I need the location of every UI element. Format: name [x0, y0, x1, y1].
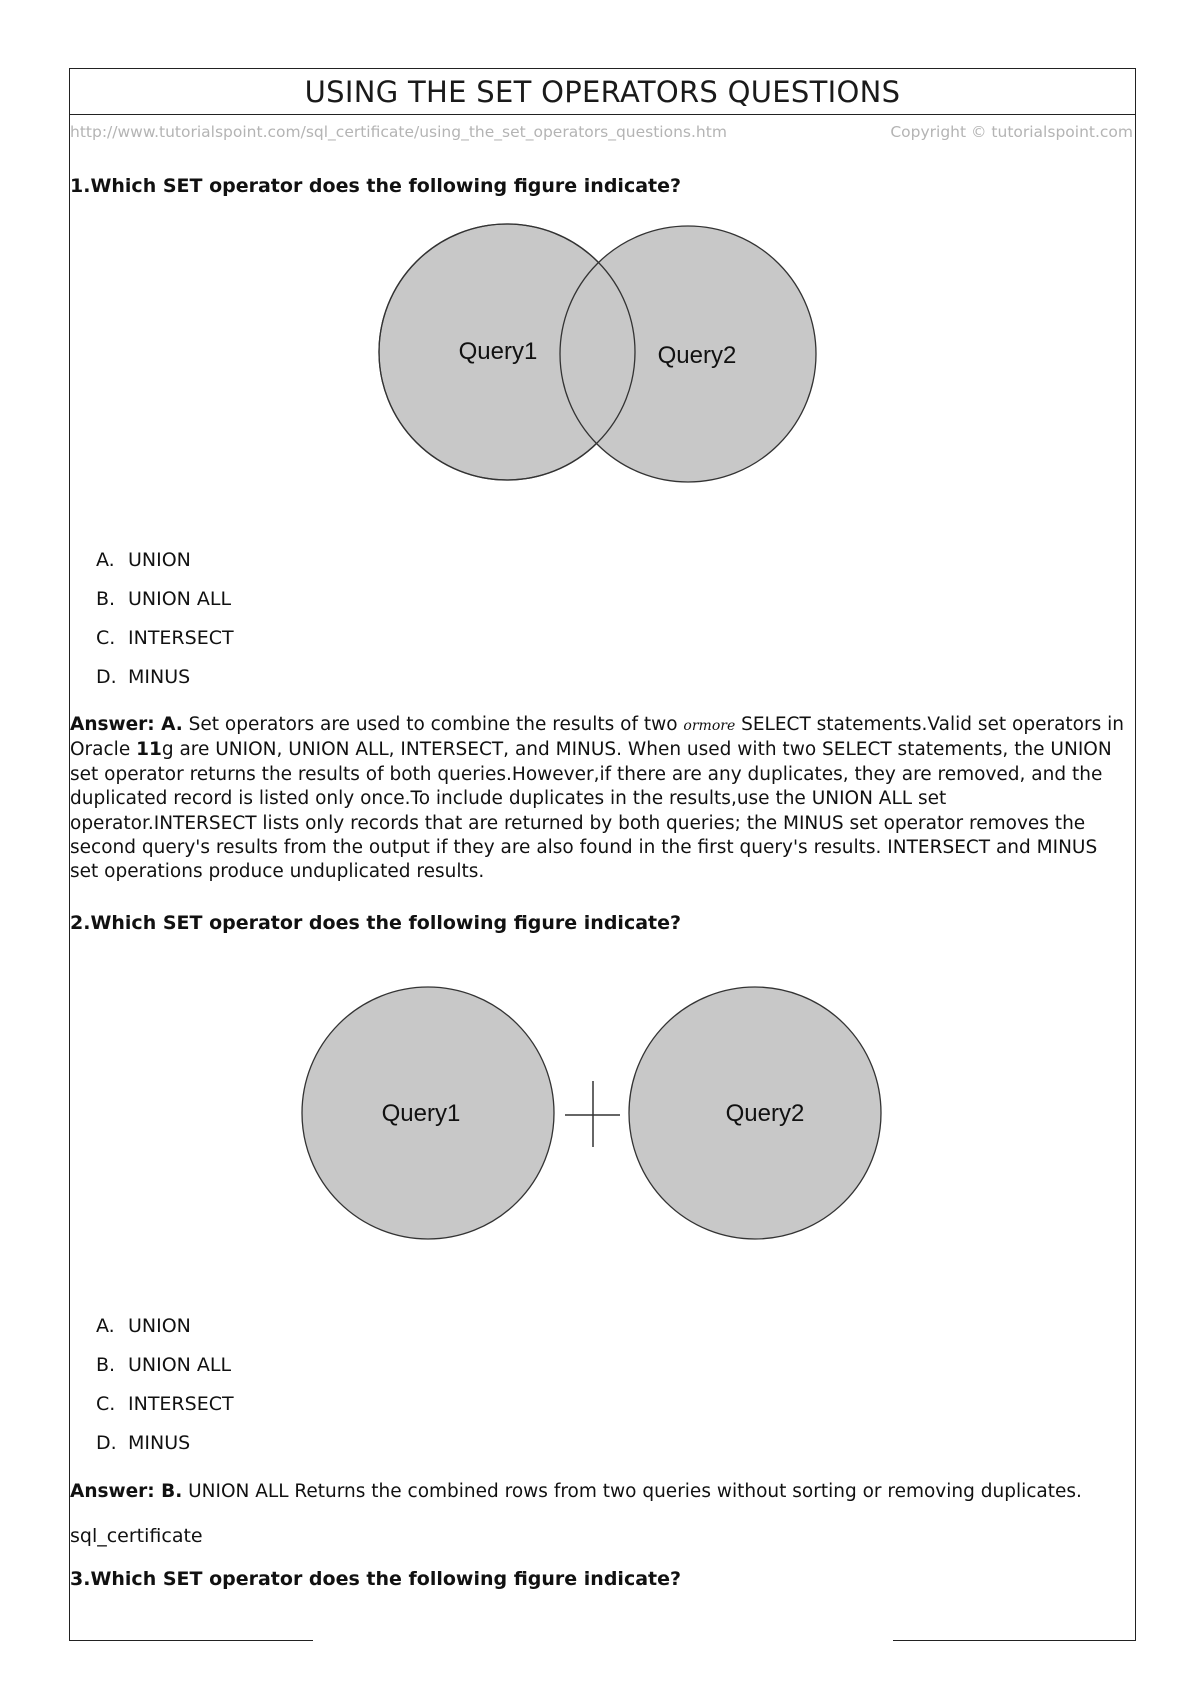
- question-3: 3.Which SET operator does the following figure indicate?: [70, 1568, 682, 1590]
- copyright-notice: Copyright © tutorialspoint.com: [890, 123, 1133, 141]
- question-1: 1.Which SET operator does the following figure indicate?: [70, 175, 682, 197]
- q1-options: [96, 547, 234, 703]
- venn-label-query1: Query1: [458, 338, 538, 365]
- source-url[interactable]: http://www.tutorialspoint.com/sql_certificate/using_the_set_operators_questions.htm: [70, 123, 727, 141]
- footer-rule-left: [69, 1640, 313, 1641]
- q1-option-b[interactable]: B. UNION ALL: [96, 588, 232, 610]
- q2-options: [96, 1313, 234, 1469]
- diagram-label-query2: Query2: [725, 1100, 805, 1127]
- question-2: 2.Which SET operator does the following figure indicate?: [70, 912, 682, 934]
- q2-answer: Answer: B. UNION ALL Returns the combined rows from two queries without sorting or removing duplicates.: [70, 1481, 1082, 1502]
- q2-option-d[interactable]: D. MINUS: [96, 1432, 191, 1454]
- page-frame: [69, 68, 1136, 1641]
- category-tag: sql_certificate: [70, 1525, 203, 1547]
- q1-option-a[interactable]: A. UNION: [96, 549, 191, 571]
- union-all-diagram: [70, 989, 1135, 1239]
- q2-option-a[interactable]: A. UNION: [96, 1315, 191, 1337]
- footer-rule-right: [893, 1640, 1136, 1641]
- q2-answer-label: Answer: B.: [70, 1481, 183, 1502]
- page-title: USING THE SET OPERATORS QUESTIONS: [70, 69, 1135, 115]
- q2-option-b[interactable]: B. UNION ALL: [96, 1354, 232, 1376]
- q1-answer: Answer: A. Set operators are used to combine the results of two ormore SELECT statements.Valid set operators in Oracle 11g are UNION, UNION ALL, INTERSECT, and MINUS. When used with two SELECT statements, the UNION set operator returns the results of both queries.However,if there are any duplicates, they are removed, and the duplicated record is listed only once.To include duplicates in the results,use the UNION ALL set operator.INTERSECT lists only records that are returned by both queries; the MINUS set operator removes the second query's results from the output if they are also found in the first query's results. INTERSECT and MINUS set operations produce unduplicated results.: [70, 714, 1124, 883]
- q1-option-d[interactable]: D. MINUS: [96, 666, 191, 688]
- q1-answer-label: Answer: A.: [70, 714, 183, 735]
- q1-option-c[interactable]: C. INTERSECT: [96, 627, 234, 649]
- diagram-label-query1: Query1: [381, 1100, 461, 1127]
- q2-option-c[interactable]: C. INTERSECT: [96, 1393, 234, 1415]
- venn-diagram-1: [70, 224, 1135, 494]
- venn-label-query2: Query2: [657, 342, 737, 369]
